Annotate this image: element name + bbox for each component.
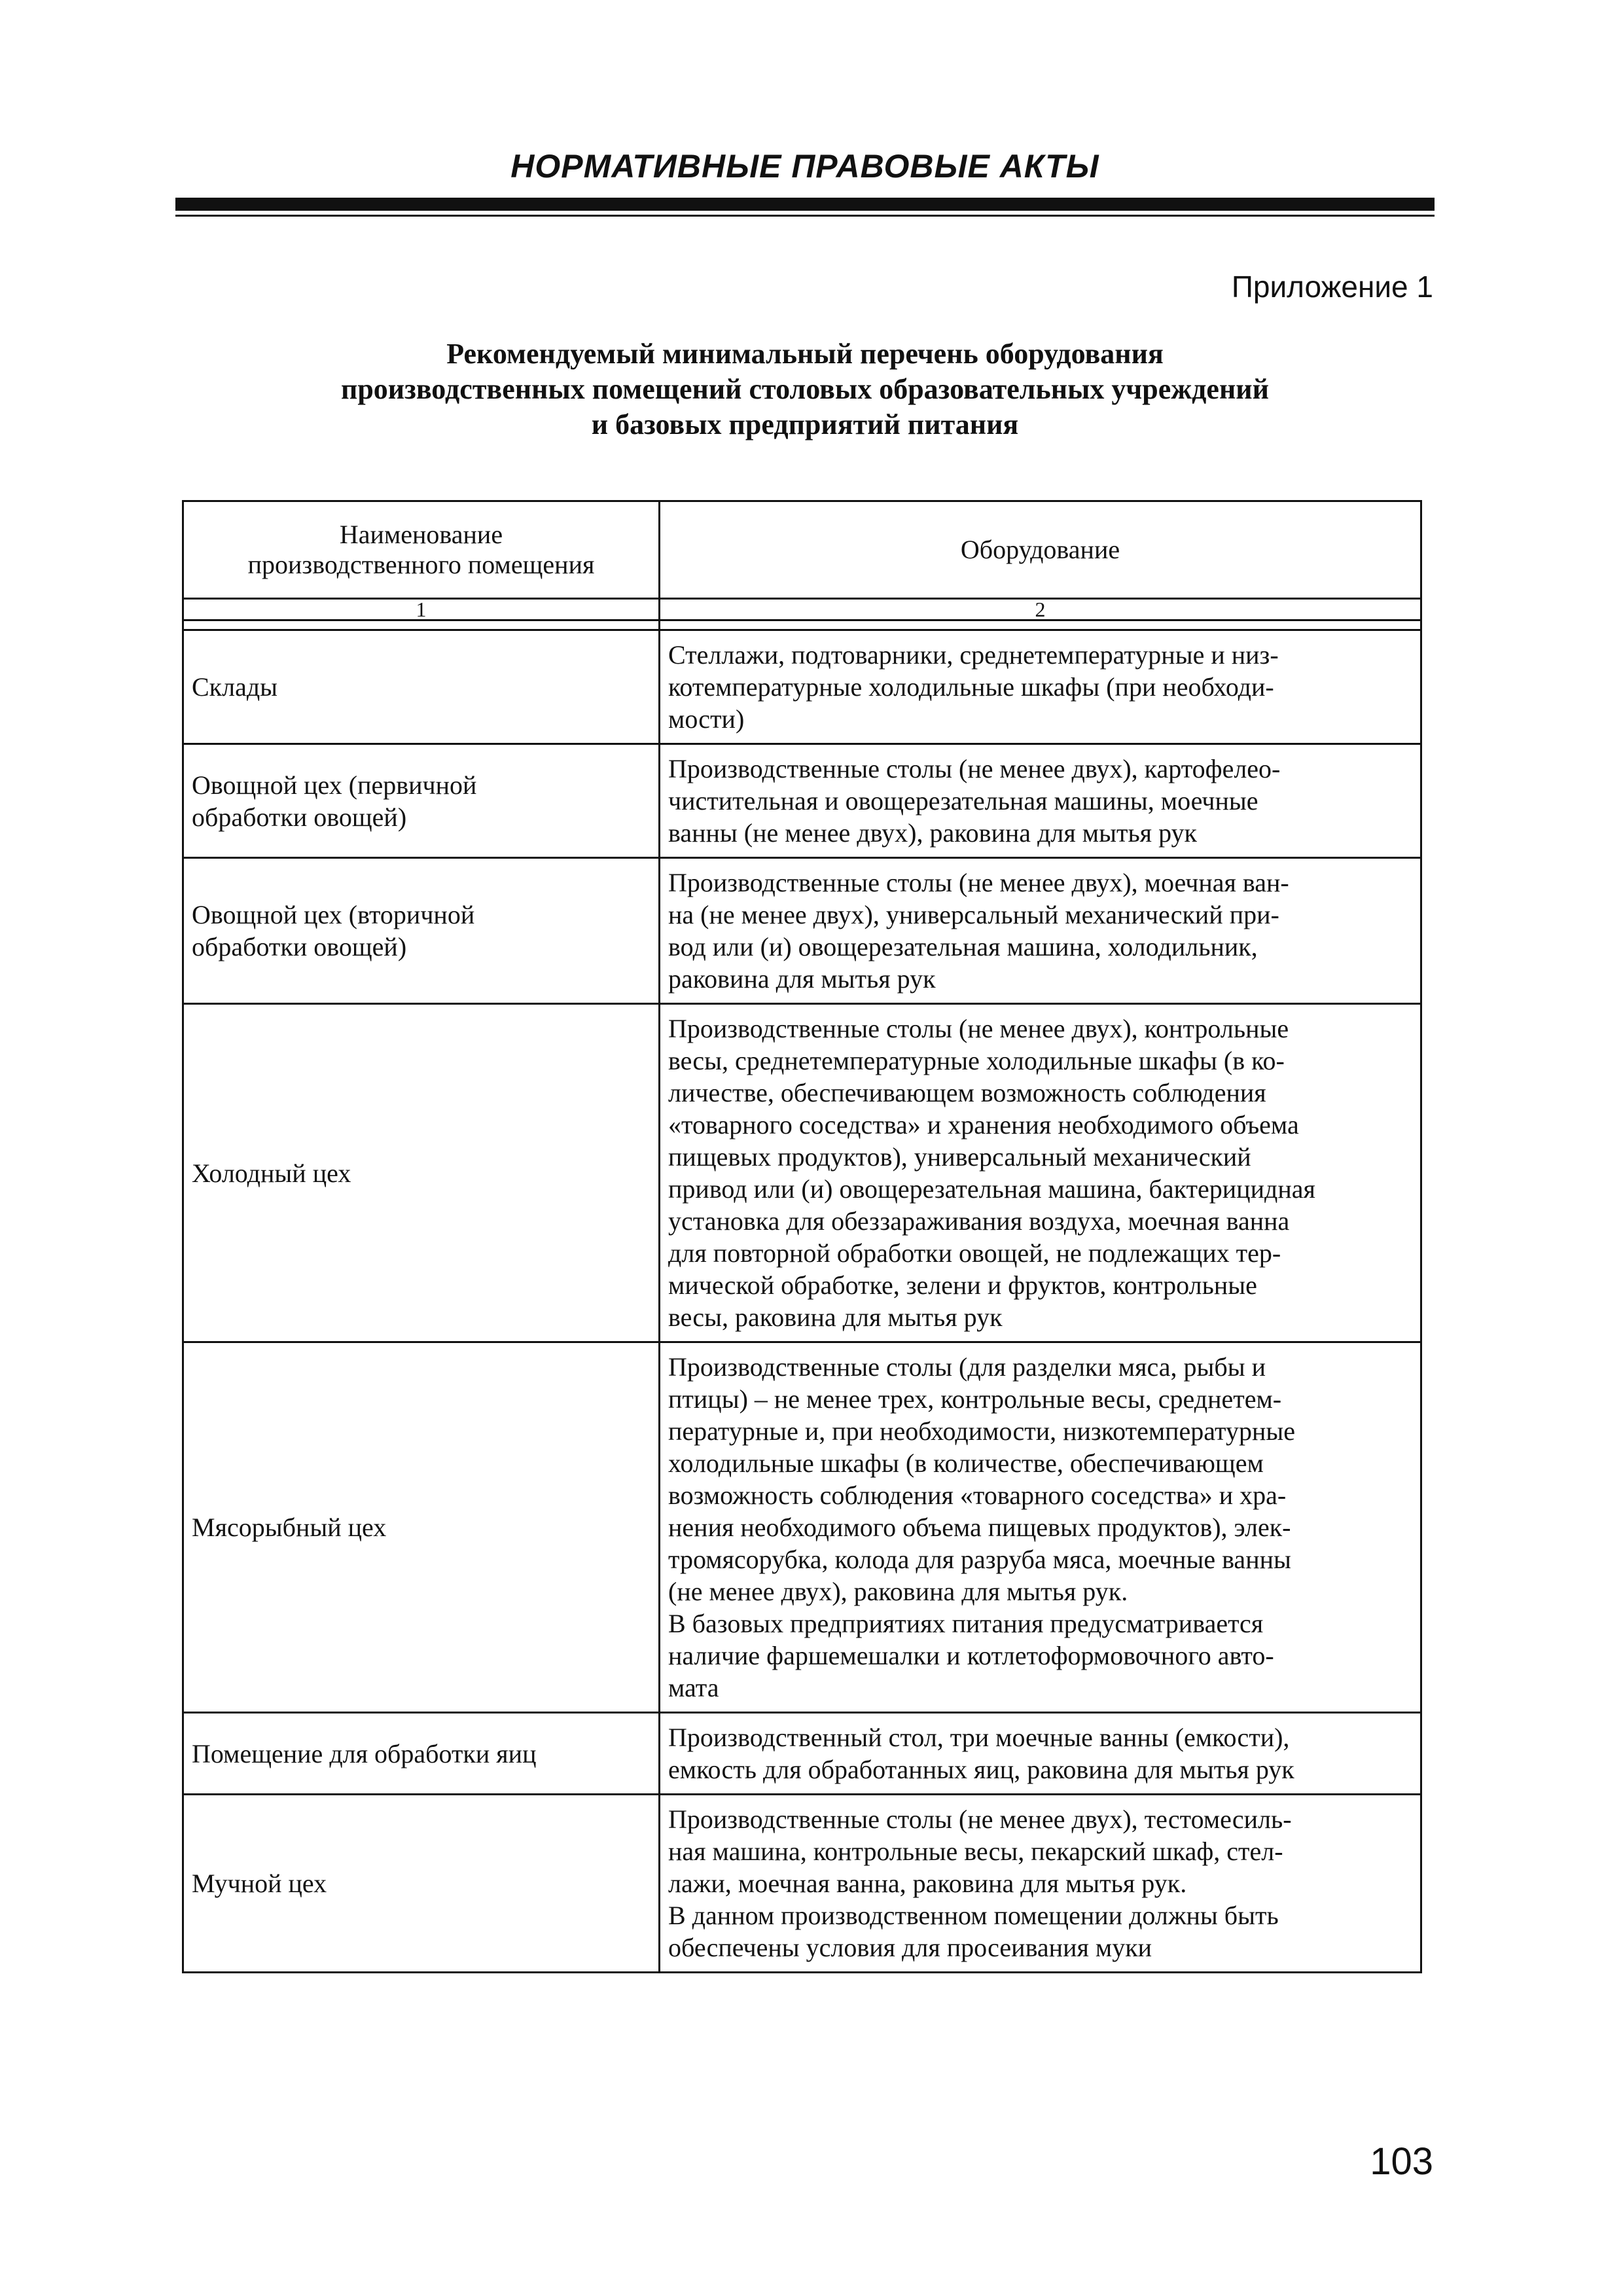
table-gap-row bbox=[183, 620, 1421, 630]
equipment-line: холодильные шкафы (в количестве, обеспечивающем bbox=[668, 1448, 1264, 1478]
table-row bbox=[183, 858, 1421, 1004]
title-line: производственных помещений столовых образовательных учреждений bbox=[340, 373, 1269, 405]
equipment-line: тромясорубка, колода для разруба мяса, моечные ванны bbox=[668, 1545, 1291, 1574]
header-rule-thin bbox=[175, 215, 1435, 217]
column-number: 1 bbox=[183, 599, 660, 620]
document-title bbox=[175, 336, 1435, 442]
appendix-label: Приложение 1 bbox=[1231, 270, 1433, 304]
table-header-row bbox=[183, 501, 1421, 599]
header-room-line: производственного помещения bbox=[247, 550, 595, 579]
room-line: обработки овощей) bbox=[192, 802, 407, 832]
equipment-cell bbox=[660, 744, 1421, 858]
room-line: Овощной цех (вторичной bbox=[192, 900, 475, 929]
equipment-line: личестве, обеспечивающем возможность соблюдения bbox=[668, 1078, 1266, 1107]
equipment-cell bbox=[660, 1004, 1421, 1342]
equipment-line: емкость для обработанных яиц, раковина для мытья рук bbox=[668, 1755, 1294, 1784]
equipment-line: котемпературные холодильные шкафы (при необходи- bbox=[668, 672, 1274, 702]
equipment-line: Производственные столы (для разделки мяса, рыбы и bbox=[668, 1352, 1266, 1382]
equipment-line: ванны (не менее двух), раковина для мытья рук bbox=[668, 818, 1197, 848]
equipment-line: птицы) – не менее трех, контрольные весы, среднетем- bbox=[668, 1384, 1282, 1414]
room-line: Овощной цех (первичной bbox=[192, 770, 477, 800]
table-row bbox=[183, 744, 1421, 858]
equipment-line: Производственные столы (не менее двух), тестомесиль- bbox=[668, 1804, 1292, 1834]
equipment-line: Производственные столы (не менее двух), картофелео- bbox=[668, 754, 1281, 783]
room-cell: Мясорыбный цех bbox=[183, 1342, 660, 1713]
equipment-line: чистительная и овощерезательная машины, моечные bbox=[668, 786, 1258, 816]
equipment-line: привод или (и) овощерезательная машина, бактерицидная bbox=[668, 1174, 1315, 1204]
equipment-cell bbox=[660, 1795, 1421, 1973]
page-number: 103 bbox=[1370, 2140, 1433, 2183]
equipment-line: весы, раковина для мытья рук bbox=[668, 1302, 1003, 1332]
equipment-line: наличие фаршемешалки и котлетоформовочного авто- bbox=[668, 1641, 1274, 1670]
equipment-line: раковина для мытья рук bbox=[668, 964, 936, 994]
room-line: обработки овощей) bbox=[192, 932, 407, 961]
room-cell bbox=[183, 744, 660, 858]
equipment-line: мической обработке, зелени и фруктов, контрольные bbox=[668, 1270, 1257, 1300]
equipment-cell bbox=[660, 630, 1421, 744]
table-row bbox=[183, 1713, 1421, 1795]
table-row bbox=[183, 1004, 1421, 1342]
table-row bbox=[183, 1342, 1421, 1713]
equipment-line: весы, среднетемпературные холодильные шкафы (в ко- bbox=[668, 1046, 1285, 1075]
equipment-line: «товарного соседства» и хранения необходимого объема bbox=[668, 1110, 1299, 1139]
equipment-line: мости) bbox=[668, 704, 745, 734]
equipment-line: мата bbox=[668, 1673, 719, 1702]
equipment-line: Производственные столы (не менее двух), моечная ван- bbox=[668, 868, 1289, 897]
equipment-cell bbox=[660, 1713, 1421, 1795]
equipment-line: (не менее двух), раковина для мытья рук. bbox=[668, 1577, 1128, 1606]
equipment-cell bbox=[660, 1342, 1421, 1713]
equipment-line: пературные и, при необходимости, низкотемпературные bbox=[668, 1416, 1296, 1446]
table-row bbox=[183, 1795, 1421, 1973]
equipment-line: возможность соблюдения «товарного соседства» и хра- bbox=[668, 1480, 1287, 1510]
equipment-line: нения необходимого объема пищевых продуктов), элек- bbox=[668, 1513, 1291, 1542]
equipment-line: лажи, моечная ванна, раковина для мытья рук. bbox=[668, 1869, 1187, 1898]
title-line: Рекомендуемый минимальный перечень оборудования bbox=[446, 338, 1164, 370]
header-rule-thick bbox=[175, 198, 1435, 211]
header-room-line: Наименование bbox=[339, 520, 503, 549]
equipment-line: В данном производственном помещении должны быть bbox=[668, 1901, 1279, 1930]
equipment-line: Производственные столы (не менее двух), контрольные bbox=[668, 1014, 1289, 1043]
room-cell: Холодный цех bbox=[183, 1004, 660, 1342]
equipment-line: Стеллажи, подтоварники, среднетемпературные и низ- bbox=[668, 640, 1279, 670]
room-cell bbox=[183, 858, 660, 1004]
column-number-row bbox=[183, 599, 1421, 620]
equipment-line: обеспечены условия для просеивания муки bbox=[668, 1933, 1152, 1962]
equipment-cell bbox=[660, 858, 1421, 1004]
room-cell: Склады bbox=[183, 630, 660, 744]
equipment-line: установка для обеззараживания воздуха, моечная ванна bbox=[668, 1206, 1290, 1236]
room-cell: Помещение для обработки яиц bbox=[183, 1713, 660, 1795]
equipment-line: вод или (и) овощерезательная машина, холодильник, bbox=[668, 932, 1258, 961]
equipment-line: пищевых продуктов), универсальный механический bbox=[668, 1142, 1251, 1172]
header-room-name bbox=[183, 501, 660, 599]
equipment-line: В базовых предприятиях питания предусматривается bbox=[668, 1609, 1264, 1638]
title-line: и базовых предприятий питания bbox=[591, 408, 1019, 440]
equipment-table bbox=[182, 500, 1422, 1973]
header-equipment: Оборудование bbox=[660, 501, 1421, 599]
equipment-line: для повторной обработки овощей, не подлежащих тер- bbox=[668, 1238, 1281, 1268]
running-head-title: НОРМАТИВНЫЕ ПРАВОВЫЕ АКТЫ bbox=[510, 148, 1099, 185]
equipment-line: ная машина, контрольные весы, пекарский шкаф, стел- bbox=[668, 1837, 1283, 1866]
equipment-line: на (не менее двух), универсальный механический при- bbox=[668, 900, 1279, 929]
room-cell: Мучной цех bbox=[183, 1795, 660, 1973]
column-number: 2 bbox=[660, 599, 1421, 620]
equipment-line: Производственный стол, три моечные ванны (емкости), bbox=[668, 1723, 1290, 1752]
table-row bbox=[183, 630, 1421, 744]
